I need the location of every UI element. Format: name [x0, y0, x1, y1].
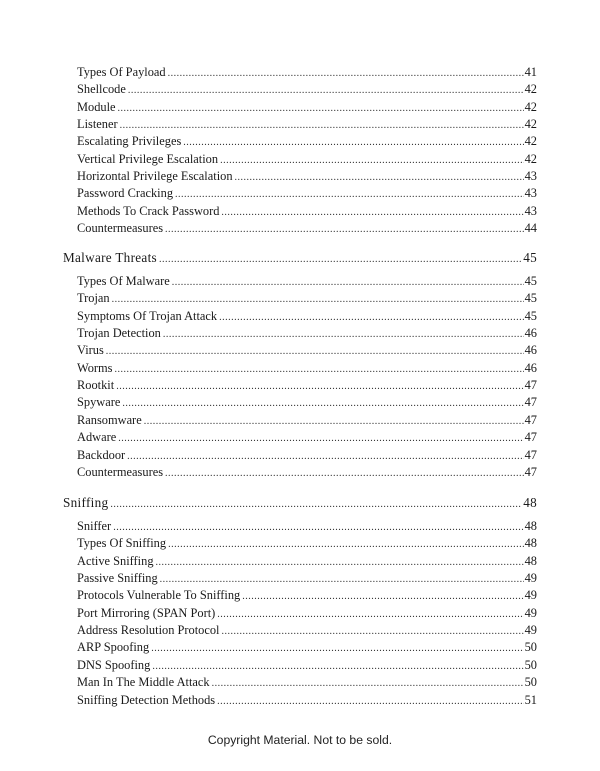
toc-entry-title: Port Mirroring (SPAN Port) [77, 605, 216, 620]
toc-entry-page-number: 48 [524, 536, 537, 551]
toc-entry-page-number: 49 [524, 588, 537, 603]
toc-entry-title: Passive Sniffing [77, 571, 158, 586]
toc-entry-title: DNS Spoofing [77, 657, 151, 672]
toc-heading-page-number: 48 [523, 495, 537, 510]
toc-entry-page-number: 47 [524, 378, 537, 393]
toc-entry-title: Module [77, 99, 116, 114]
dot-leader [159, 251, 522, 266]
toc-entry-page-number: 49 [524, 605, 537, 620]
toc-entry-page-number: 50 [524, 657, 537, 672]
dot-leader [113, 519, 523, 535]
dot-leader [222, 623, 524, 639]
toc-entry-page-number: 45 [524, 291, 537, 306]
toc-entry-title: Types Of Malware [77, 274, 170, 288]
toc-entry-page-number: 45 [524, 308, 537, 323]
dot-leader [128, 82, 524, 98]
toc-entry-page-number: 49 [524, 623, 537, 638]
dot-leader [235, 169, 524, 185]
dot-leader [118, 100, 524, 116]
toc-entry-page-number: 41 [524, 65, 537, 79]
toc-entry-page-number: 51 [524, 692, 537, 707]
dot-leader [116, 378, 523, 394]
toc-entry[interactable] [77, 639, 537, 656]
dot-leader [168, 65, 524, 81]
toc-entry-title: Types Of Sniffing [77, 536, 167, 551]
toc-entry-title: Ransomware [77, 412, 142, 427]
toc-heading[interactable] [63, 494, 537, 511]
toc-entry-title: Horizontal Privilege Escalation [77, 169, 233, 184]
toc-heading[interactable] [63, 249, 537, 266]
dot-leader [212, 675, 524, 691]
toc-entry[interactable] [77, 553, 537, 570]
toc-entry[interactable] [77, 342, 537, 359]
toc-entry-title: Vertical Privilege Escalation [77, 151, 219, 166]
toc-entry[interactable] [77, 360, 537, 377]
dot-leader [152, 658, 523, 674]
toc-entry[interactable] [77, 464, 537, 481]
copyright-footer: Copyright Material. Not to be sold. [207, 733, 393, 747]
toc-entry-title: Sniffer [77, 519, 112, 533]
toc-entry-title: Protocols Vulnerable To Sniffing [77, 588, 241, 603]
toc-entry-title: Countermeasures [77, 221, 164, 236]
dot-leader [217, 606, 523, 622]
toc-entry-page-number: 47 [524, 430, 537, 445]
toc-entry[interactable] [77, 447, 537, 464]
toc-entry-title: Symptoms Of Trojan Attack [77, 308, 218, 323]
toc-entry-title: Man In The Middle Attack [77, 675, 210, 690]
toc-entry[interactable] [77, 394, 537, 411]
toc-entry-page-number: 46 [524, 360, 537, 375]
toc-entry-page-number: 46 [524, 326, 537, 341]
toc-entry[interactable] [77, 692, 537, 709]
toc-entry-title: Listener [77, 117, 118, 132]
toc-entry[interactable] [77, 273, 537, 290]
toc-entry[interactable] [77, 308, 537, 325]
toc-heading-page-number: 45 [523, 250, 537, 265]
toc-entry-title: Password Cracking [77, 186, 174, 201]
toc-entry-page-number: 43 [524, 203, 537, 218]
toc-entry[interactable] [77, 290, 537, 307]
toc-entry[interactable] [77, 605, 537, 622]
toc-entry-title: Backdoor [77, 447, 126, 462]
toc-entry-title: Adware [77, 430, 117, 445]
toc-entry[interactable] [77, 674, 537, 691]
toc-entry[interactable] [77, 185, 537, 202]
dot-leader [221, 204, 523, 220]
dot-leader [144, 413, 524, 429]
toc-entry-page-number: 43 [524, 169, 537, 184]
toc-entry-title: Worms [77, 360, 113, 375]
toc-entry-page-number: 42 [524, 151, 537, 166]
toc-entry[interactable] [77, 64, 537, 81]
toc-entry[interactable] [77, 657, 537, 674]
toc-entry[interactable] [77, 220, 537, 237]
toc-entry[interactable] [77, 570, 537, 587]
dot-leader [151, 640, 523, 656]
toc-entry-page-number: 50 [524, 640, 537, 655]
dot-leader [118, 430, 523, 446]
toc-entry-title: Address Resolution Protocol [77, 623, 220, 638]
dot-leader [120, 117, 524, 133]
toc-heading-title: Sniffing [63, 495, 109, 510]
toc-entry-page-number: 47 [524, 395, 537, 410]
toc-entry-page-number: 47 [524, 464, 537, 479]
toc-entry-title: Methods To Crack Password [77, 203, 220, 218]
dot-leader [172, 274, 524, 290]
toc-entry[interactable] [77, 133, 537, 150]
dot-leader [165, 221, 524, 237]
dot-leader [156, 554, 524, 570]
dot-leader [114, 361, 523, 377]
toc-entry-title: Types Of Payload [77, 65, 166, 79]
toc-entry-title: Virus [77, 343, 104, 358]
dot-leader [183, 134, 523, 150]
toc-entry[interactable] [77, 116, 537, 133]
toc-entry-title: Countermeasures [77, 464, 164, 479]
toc-entry-page-number: 44 [524, 221, 537, 236]
toc-entry-page-number: 47 [524, 412, 537, 427]
toc-entry-page-number: 42 [524, 82, 537, 97]
toc-entry-title: Trojan [77, 291, 110, 306]
toc-entry-page-number: 47 [524, 447, 537, 462]
toc-entry[interactable] [77, 622, 537, 639]
toc-entry[interactable] [77, 535, 537, 552]
toc-heading-title: Malware Threats [63, 250, 157, 265]
toc-entry[interactable] [77, 203, 537, 220]
toc-entry-title: Active Sniffing [77, 553, 154, 568]
toc-entry-page-number: 50 [524, 675, 537, 690]
toc-entry[interactable] [77, 412, 537, 429]
toc-entry[interactable] [77, 168, 537, 185]
toc-entry[interactable] [77, 81, 537, 98]
toc-entry-page-number: 46 [524, 343, 537, 358]
dot-leader [165, 465, 524, 481]
toc-entry-title: Escalating Privileges [77, 134, 182, 149]
dot-leader [220, 152, 524, 168]
toc-entry-page-number: 43 [524, 186, 537, 201]
dot-leader [242, 588, 523, 604]
dot-leader [122, 395, 523, 411]
dot-leader [175, 186, 524, 202]
dot-leader [160, 571, 524, 587]
toc-entry-title: ARP Spoofing [77, 640, 150, 655]
dot-leader [163, 326, 524, 342]
dot-leader [127, 448, 523, 464]
toc-entry-page-number: 48 [524, 519, 537, 533]
toc-entry-title: Trojan Detection [77, 326, 161, 341]
toc-entry-title: Shellcode [77, 82, 126, 97]
dot-leader [168, 536, 524, 552]
toc-entry[interactable] [77, 429, 537, 446]
toc-entry-page-number: 42 [524, 99, 537, 114]
toc-entry-title: Sniffing Detection Methods [77, 692, 216, 707]
toc-entry[interactable] [77, 518, 537, 535]
dot-leader [112, 291, 524, 307]
toc-entry-page-number: 45 [524, 274, 537, 288]
toc-entry-page-number: 42 [524, 117, 537, 132]
toc-entry[interactable] [77, 377, 537, 394]
toc-entry-title: Spyware [77, 395, 121, 410]
toc-entry-page-number: 48 [524, 553, 537, 568]
toc-entry[interactable] [77, 151, 537, 168]
dot-leader [110, 496, 522, 511]
toc-entry[interactable] [77, 99, 537, 116]
dot-leader [219, 309, 524, 325]
toc-entry-title: Rootkit [77, 378, 115, 393]
toc-entry[interactable] [77, 587, 537, 604]
toc-entry-page-number: 42 [524, 134, 537, 149]
toc-entry-page-number: 49 [524, 571, 537, 586]
dot-leader [106, 343, 524, 359]
dot-leader [217, 693, 523, 709]
toc-entry[interactable] [77, 325, 537, 342]
